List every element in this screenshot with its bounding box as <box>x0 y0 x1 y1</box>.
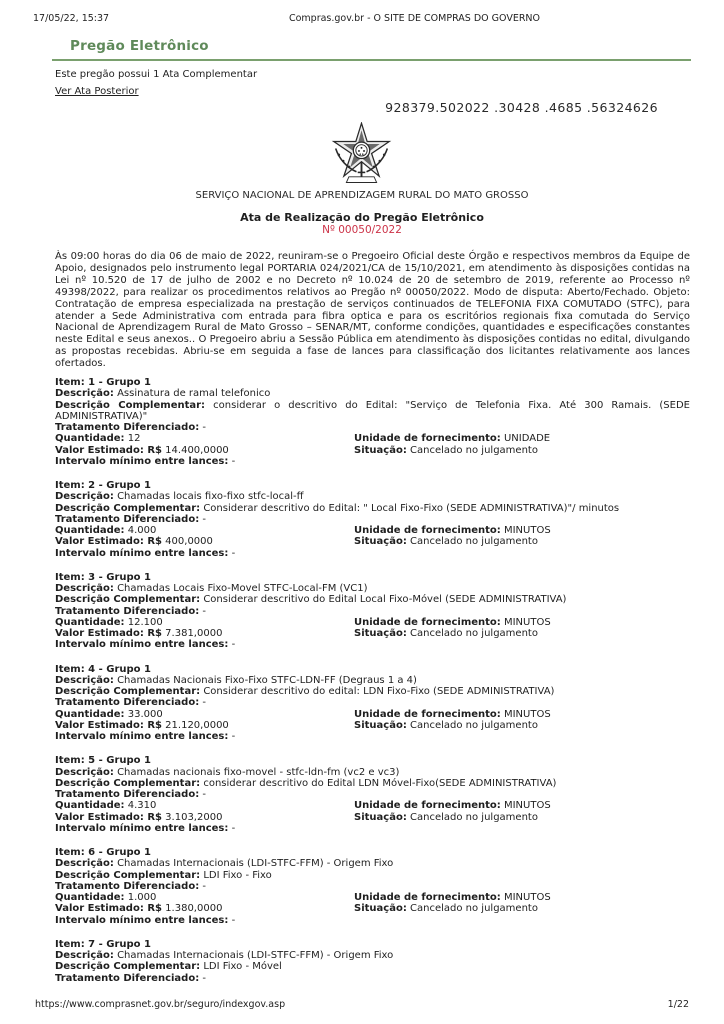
item-unidade: Unidade de fornecimento: MINUTOS <box>354 525 551 536</box>
item-valor: Valor Estimado: R$ 21.120,0000 <box>55 719 229 731</box>
item-descricao-complementar: Descrição Complementar: LDI Fixo - Móvel <box>55 961 282 973</box>
item-quantidade: Quantidade: 4.000 <box>55 525 157 536</box>
item-tratamento: Tratamento Diferenciado: - <box>55 422 207 433</box>
ver-ata-posterior-link[interactable]: Ver Ata Posterior <box>55 86 139 97</box>
item-row <box>55 800 690 811</box>
item-block-5 <box>55 755 690 834</box>
item-descricao-complementar: Descrição Complementar: Considerar descritivo do Edital: " Local Fixo-Fixo (SEDE ADMINISTRATIVA)"/ minutos <box>55 502 620 514</box>
item-intervalo: Intervalo mínimo entre lances: - <box>55 731 236 742</box>
item-row <box>55 720 690 731</box>
item-row <box>55 433 690 444</box>
item-descricao: Descrição: Chamadas nacionais fixo-movel - stfc-ldn-fm (vc2 e vc3) <box>55 766 400 778</box>
item-descricao-complementar: Descrição Complementar: LDI Fixo - Fixo <box>55 869 272 881</box>
item-row <box>55 525 690 536</box>
doc-number: Nº 00050/2022 <box>322 224 402 236</box>
item-situacao: Situação: Cancelado no julgamento <box>354 719 538 731</box>
item-title: Item: 2 - Grupo 1 <box>55 480 151 491</box>
item-descricao: Descrição: Assinatura de ramal telefonico <box>55 388 271 400</box>
item-block-4 <box>55 664 690 743</box>
item-intervalo: Intervalo mínimo entre lances: - <box>55 639 236 651</box>
item-row <box>55 892 690 903</box>
org-name: SERVIÇO NACIONAL DE APRENDIZAGEM RURAL DO MATO GROSSO <box>195 190 529 201</box>
item-unidade: Unidade de fornecimento: MINUTOS <box>354 616 551 628</box>
item-descricao: Descrição: Chamadas Locais Fixo-Movel STFC-Local-FM (VC1) <box>55 583 368 594</box>
ata-note: Este pregão possui 1 Ata Complementar <box>55 69 258 80</box>
items-list <box>55 377 690 997</box>
item-situacao: Situação: Cancelado no julgamento <box>354 444 538 456</box>
item-title: Item: 4 - Grupo 1 <box>55 663 151 675</box>
item-valor: Valor Estimado: R$ 1.380,0000 <box>55 903 223 915</box>
item-intervalo: Intervalo mínimo entre lances: - <box>55 822 236 834</box>
item-row <box>55 812 690 823</box>
item-situacao: Situação: Cancelado no julgamento <box>354 536 538 548</box>
item-block-6 <box>55 847 690 926</box>
item-unidade: Unidade de fornecimento: MINUTOS <box>354 892 551 903</box>
print-datetime: 17/05/22, 15:37 <box>33 13 110 24</box>
item-situacao: Situação: Cancelado no julgamento <box>354 628 538 639</box>
item-tratamento: Tratamento Diferenciado: - <box>55 605 207 617</box>
item-descricao: Descrição: Chamadas locais fixo-fixo stfc-local-ff <box>55 491 304 503</box>
item-unidade: Unidade de fornecimento: MINUTOS <box>354 708 551 720</box>
print-footer-url: https://www.comprasnet.gov.br/seguro/indexgov.asp <box>35 999 286 1010</box>
item-descricao-complementar: Descrição Complementar: considerar descritivo do Edital LDN Móvel-Fixo(SEDE ADMINISTRATIVA) <box>55 777 557 789</box>
item-block-3 <box>55 572 690 651</box>
item-tratamento: Tratamento Diferenciado: - <box>55 880 207 892</box>
item-descricao-complementar: Descrição Complementar: Considerar descritivo do edital: LDN Fixo-Fixo (SEDE ADMINISTRATIVA) <box>55 686 555 697</box>
item-row <box>55 617 690 628</box>
intro-paragraph: Às 09:00 horas do dia 06 de maio de 2022, reuniram-se o Pregoeiro Oficial deste Órgão e respectivos membros da Equipe de Apoio, designados pelo instrumento legal PORTARIA 024/2021/CA de 15/10/2021, em atendimento às disposições contidas na Lei nº 10.520 de 17 de julho de 2002 e no Decreto nº 10.024 de 20 de setembro de 2019, referente ao Processo nº 49398/2022, para realizar os procedimentos relativos ao Pregão nº 00050/2022. Modo de disputa: Aberto/Fechado. Objeto: Contratação de empresa especializada na prestação de serviços continuados de TELEFONIA FIXA COMUTADO (STFC), para atender a Sede Administrativa com entrada para fibra optica e para os escritórios regionais fixa comutada do Serviço Nacional de Aprendizagem Rural de Mato Grosso – SENAR/MT, conforme condições, quantidades e especificações constantes neste Edital e seus anexos.. O Pregoeiro abriu a Sessão Pública em atendimento às disposições contidas no edital, divulgando as propostas recebidas. Abriu-se em seguida a fase de lances para classificação dos licitantes relativamente aos lances ofertados. <box>55 251 690 370</box>
item-block-2 <box>55 480 690 559</box>
item-title: Item: 3 - Grupo 1 <box>55 571 151 583</box>
item-row <box>55 445 690 456</box>
item-unidade: Unidade de fornecimento: UNIDADE <box>354 433 551 445</box>
item-quantidade: Quantidade: 12.100 <box>55 616 163 628</box>
item-block-1 <box>55 377 690 467</box>
process-number: 928379.502022 .30428 .4685 .56324626 <box>385 100 658 115</box>
item-title: Item: 7 - Grupo 1 <box>55 938 151 950</box>
print-doc-title: Compras.gov.br - O SITE DE COMPRAS DO GOVERNO <box>288 13 541 24</box>
print-footer-page-number: 1/22 <box>667 999 689 1010</box>
item-quantidade: Quantidade: 12 <box>55 433 141 445</box>
item-block-7-truncated <box>55 939 690 984</box>
item-intervalo: Intervalo mínimo entre lances: - <box>55 914 236 926</box>
item-quantidade: Quantidade: 1.000 <box>55 892 157 903</box>
item-intervalo: Intervalo mínimo entre lances: - <box>55 455 236 467</box>
item-tratamento: Tratamento Diferenciado: - <box>55 697 207 709</box>
item-title: Item: 5 - Grupo 1 <box>55 755 151 767</box>
item-title: Item: 6 - Grupo 1 <box>55 847 151 858</box>
item-descricao: Descrição: Chamadas Internacionais (LDI-STFC-FFM) - Origem Fixo <box>55 858 394 870</box>
item-valor: Valor Estimado: R$ 3.103,2000 <box>55 811 223 823</box>
item-valor: Valor Estimado: R$ 400,0000 <box>55 536 213 548</box>
item-descricao: Descrição: Chamadas Nacionais Fixo-Fixo STFC-LDN-FF (Degraus 1 a 4) <box>55 674 417 686</box>
item-descricao-complementar: Descrição Complementar: Considerar descritivo do Edital Local Fixo-Móvel (SEDE ADMINISTRATIVA) <box>55 594 567 606</box>
item-row <box>55 709 690 720</box>
doc-heading: Ata de Realização do Pregão Eletrônico <box>240 211 484 224</box>
item-tratamento: Tratamento Diferenciado: - <box>55 972 207 984</box>
item-situacao: Situação: Cancelado no julgamento <box>354 811 538 823</box>
item-row <box>55 903 690 914</box>
item-row <box>55 628 690 639</box>
brazil-coat-of-arms-icon <box>330 122 393 185</box>
item-situacao: Situação: Cancelado no julgamento <box>354 903 538 915</box>
print-header <box>33 13 691 27</box>
item-descricao: Descrição: Chamadas Internacionais (LDI-STFC-FFM) - Origem Fixo <box>55 950 394 961</box>
item-tratamento: Tratamento Diferenciado: - <box>55 513 207 525</box>
item-tratamento: Tratamento Diferenciado: - <box>55 789 207 800</box>
item-intervalo: Intervalo mínimo entre lances: - <box>55 547 236 559</box>
item-quantidade: Quantidade: 33.000 <box>55 708 163 720</box>
item-quantidade: Quantidade: 4.310 <box>55 800 157 812</box>
item-valor: Valor Estimado: R$ 7.381,0000 <box>55 628 223 639</box>
item-unidade: Unidade de fornecimento: MINUTOS <box>354 800 551 812</box>
item-title: Item: 1 - Grupo 1 <box>55 377 151 388</box>
section-title: Pregão Eletrônico <box>52 38 691 61</box>
item-valor: Valor Estimado: R$ 14.400,0000 <box>55 444 229 456</box>
item-row <box>55 536 690 547</box>
item-descricao-complementar: Descrição Complementar: considerar o descritivo do Edital: "Serviço de Telefonia Fixa. Até 300 Ramais. (SEDE ADMINISTRATIVA)" <box>55 399 690 422</box>
